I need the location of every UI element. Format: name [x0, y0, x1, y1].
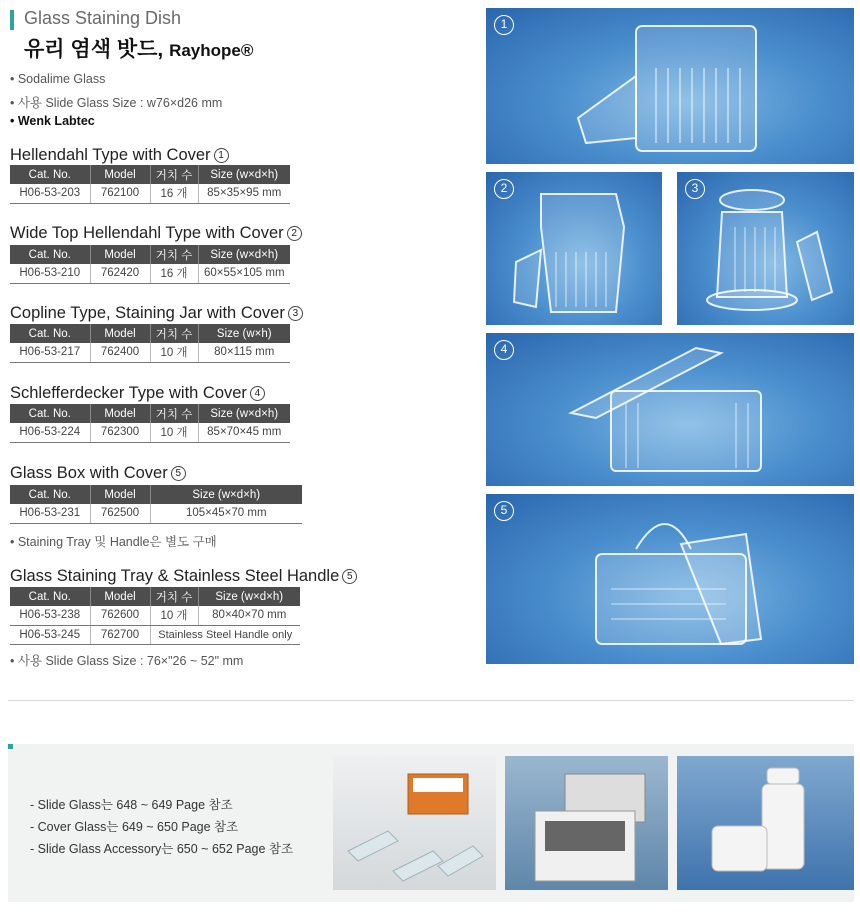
photo-number-badge: 1 — [494, 15, 514, 35]
spec-material: • Sodalime Glass — [10, 72, 106, 86]
photo-number-badge: 3 — [685, 179, 705, 199]
glass-box-photo — [486, 494, 854, 664]
wide-top-jar-photo — [486, 172, 662, 325]
reference-link-slide-glass: - Slide Glass는 648 ~ 649 Page 참조 — [30, 798, 233, 812]
col-model: Model — [90, 485, 150, 504]
section-number-badge: 2 — [287, 226, 302, 241]
table-hellendahl — [10, 165, 290, 204]
note-slide-size: • 사용 Slide Glass Size : 76×"26 ~ 52" mm — [10, 654, 244, 668]
cell-size: 80×40×70 mm — [198, 606, 300, 625]
table-schlefferdecker — [10, 404, 290, 443]
coplin-jar-photo — [677, 172, 854, 325]
photo-number-badge: 5 — [494, 501, 514, 521]
slide-box-icon — [505, 756, 668, 890]
glass-box-icon — [486, 494, 854, 664]
page-title-kr — [24, 33, 253, 63]
section-title-wide-top — [10, 224, 302, 243]
col-model: Model — [90, 404, 150, 423]
glass-jar-icon — [486, 8, 854, 164]
cell-holder-count: 16 개 — [150, 264, 198, 283]
table-glass-box — [10, 485, 302, 524]
slide-glass-icon — [333, 756, 496, 890]
table-row — [10, 504, 302, 523]
cell-model: 762100 — [90, 184, 150, 203]
col-cat-no: Cat. No. — [10, 404, 90, 423]
table-row — [10, 625, 300, 644]
slide-accessory-thumbnail — [677, 756, 854, 890]
table-header-row — [10, 245, 290, 264]
cell-cat-no: H06-53-210 — [10, 264, 90, 283]
col-size: Size (w×d×h) — [150, 485, 302, 504]
table-row — [10, 264, 290, 283]
col-model: Model — [90, 165, 150, 184]
brand-name: Rayhope® — [169, 41, 254, 60]
cell-cat-no: H06-53-238 — [10, 606, 90, 625]
col-size: Size (w×d×h) — [198, 165, 290, 184]
cell-model: 762400 — [90, 343, 150, 362]
table-row — [10, 423, 290, 442]
photo-number-badge: 4 — [494, 340, 514, 360]
col-size: Size (w×d×h) — [198, 245, 290, 264]
section-number-badge: 1 — [214, 148, 229, 163]
cell-holder-count: 10 개 — [150, 343, 198, 362]
section-number-badge: 5 — [171, 466, 186, 481]
section-title-hellendahl — [10, 146, 229, 165]
cell-size: 60×55×105 mm — [198, 264, 290, 283]
col-model: Model — [90, 245, 150, 264]
section-title-text: Copline Type, Staining Jar with Cover — [10, 304, 285, 322]
photo-number-badge: 2 — [494, 179, 514, 199]
cell-cat-no: H06-53-224 — [10, 423, 90, 442]
cell-size: 85×70×45 mm — [198, 423, 290, 442]
page-title-kr-text: 유리 염색 밧드, — [24, 38, 164, 61]
section-title-glass-box — [10, 464, 186, 483]
slide-mailer-icon — [677, 756, 854, 890]
table-header-row — [10, 165, 290, 184]
cell-size: 85×35×95 mm — [198, 184, 290, 203]
section-title-staining-tray — [10, 567, 357, 586]
section-title-text: Glass Staining Tray & Stainless Steel Handle — [10, 567, 340, 585]
cell-cat-no: H06-53-203 — [10, 184, 90, 203]
table-row — [10, 606, 300, 625]
glass-jar-icon — [486, 172, 662, 325]
cell-description: Stainless Steel Handle only — [150, 625, 300, 644]
cell-model: 762420 — [90, 264, 150, 283]
section-divider — [8, 700, 854, 701]
spec-maker: • Wenk Labtec — [10, 114, 95, 128]
section-title-schlefferdecker — [10, 384, 265, 403]
cell-cat-no: H06-53-245 — [10, 625, 90, 644]
col-holder-count: 거치 수 — [150, 587, 198, 606]
section-title-text: Glass Box with Cover — [10, 464, 168, 482]
spec-slide-size: • 사용 Slide Glass Size : w76×d26 mm — [10, 96, 223, 110]
cell-holder-count: 10 개 — [150, 423, 198, 442]
section-title-text: Schlefferdecker Type with Cover — [10, 384, 247, 402]
reference-link-cover-glass: - Cover Glass는 649 ~ 650 Page 참조 — [30, 820, 239, 834]
cell-model: 762700 — [90, 625, 150, 644]
section-number-badge: 5 — [342, 569, 357, 584]
table-row — [10, 184, 290, 203]
hellendahl-jar-photo — [486, 8, 854, 164]
col-cat-no: Cat. No. — [10, 485, 90, 504]
glass-jar-icon — [677, 172, 854, 325]
col-holder-count: 거치 수 — [150, 245, 198, 264]
table-staining-tray — [10, 587, 300, 645]
cell-holder-count: 10 개 — [150, 606, 198, 625]
col-model: Model — [90, 324, 150, 343]
table-header-row — [10, 324, 290, 343]
col-size: Size (w×d×h) — [198, 587, 300, 606]
cell-model: 762300 — [90, 423, 150, 442]
section-title-copline — [10, 304, 303, 323]
cell-model: 762500 — [90, 504, 150, 523]
table-header-row — [10, 485, 302, 504]
cell-cat-no: H06-53-217 — [10, 343, 90, 362]
col-holder-count: 거치 수 — [150, 324, 198, 343]
cell-size: 105×45×70 mm — [150, 504, 302, 523]
col-holder-count: 거치 수 — [150, 404, 198, 423]
page-title-en: Glass Staining Dish — [24, 8, 182, 28]
col-cat-no: Cat. No. — [10, 324, 90, 343]
section-number-badge: 3 — [288, 306, 303, 321]
col-holder-count: 거치 수 — [150, 165, 198, 184]
section-number-badge: 4 — [250, 386, 265, 401]
cell-model: 762600 — [90, 606, 150, 625]
table-header-row — [10, 587, 300, 606]
reference-link-slide-accessory: - Slide Glass Accessory는 650 ~ 652 Page 참조 — [30, 842, 294, 856]
section-title-text: Hellendahl Type with Cover — [10, 146, 211, 164]
slide-glass-thumbnail — [333, 756, 496, 890]
col-cat-no: Cat. No. — [10, 165, 90, 184]
section-title-text: Wide Top Hellendahl Type with Cover — [10, 224, 284, 242]
schlefferdecker-dish-photo — [486, 333, 854, 486]
cell-size: 80×115 mm — [198, 343, 290, 362]
table-wide-top — [10, 245, 290, 284]
col-cat-no: Cat. No. — [10, 587, 90, 606]
table-header-row — [10, 404, 290, 423]
col-size: Size (w×d×h) — [198, 404, 290, 423]
note-separate-purchase: • Staining Tray 및 Handle은 별도 구매 — [10, 535, 217, 549]
col-cat-no: Cat. No. — [10, 245, 90, 264]
title-accent-bar — [10, 10, 14, 30]
cell-holder-count: 16 개 — [150, 184, 198, 203]
col-size: Size (w×h) — [198, 324, 290, 343]
glass-dish-icon — [486, 333, 854, 486]
col-model: Model — [90, 587, 150, 606]
cell-cat-no: H06-53-231 — [10, 504, 90, 523]
cover-glass-thumbnail — [505, 756, 668, 890]
table-copline — [10, 324, 290, 363]
table-row — [10, 343, 290, 362]
panel-accent-mark — [8, 744, 13, 749]
